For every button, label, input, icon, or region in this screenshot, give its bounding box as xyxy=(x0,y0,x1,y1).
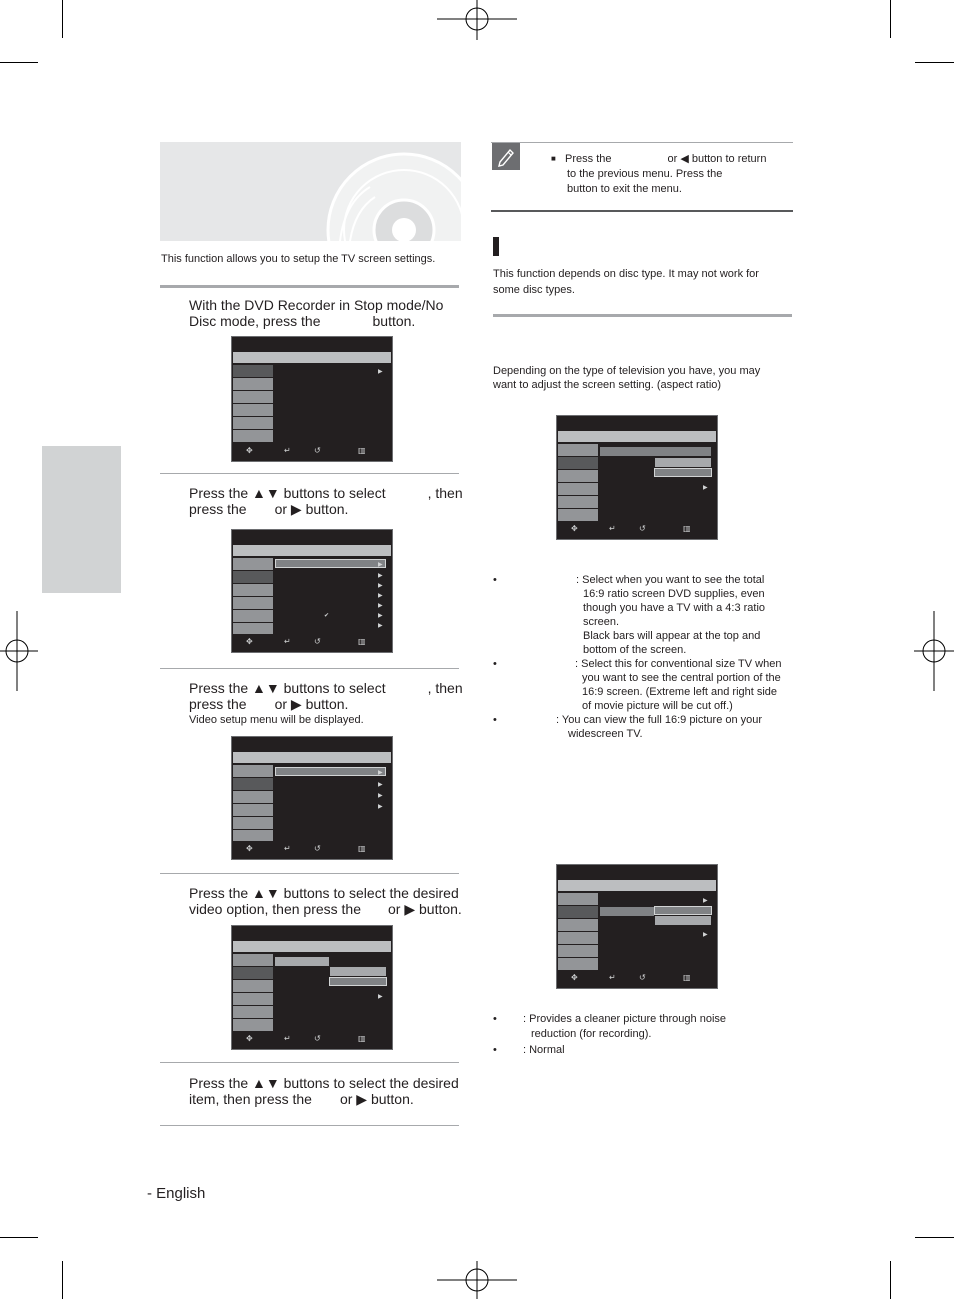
menu-row-fill xyxy=(600,907,654,916)
note-line3: button to exit the menu. xyxy=(567,183,682,195)
menu-sidebar-item xyxy=(233,967,273,979)
crop-mark xyxy=(915,1237,954,1238)
text-line: Black bars will appear at the top and xyxy=(583,630,761,642)
menu-option-fill xyxy=(655,916,711,925)
crop-mark xyxy=(0,1237,38,1238)
menu-footer: ✥ ↵ ↺ ▥ xyxy=(557,970,717,988)
menu-sidebar-item xyxy=(233,980,273,992)
menu-sidebar-item xyxy=(558,470,598,482)
text-line: : You can view the full 16:9 picture on your xyxy=(556,714,763,726)
text-line: you want to see the central portion of the xyxy=(582,672,781,684)
menu-header-bar xyxy=(233,545,391,556)
menu-screenshot-2 xyxy=(231,529,393,653)
menu-sidebar-item xyxy=(233,378,273,390)
divider xyxy=(160,1125,459,1126)
step-5-line1: Press the ▲▼ buttons to select the desired xyxy=(189,1075,459,1091)
menu-row-fill xyxy=(275,957,329,966)
divider xyxy=(160,873,459,874)
step-2-text xyxy=(189,486,464,517)
menu-sidebar-item xyxy=(233,365,273,377)
step-1-line2b: button. xyxy=(372,312,416,329)
menu-sidebar-item xyxy=(233,765,273,777)
menu-footer: ✥ ↵ ↺ ▥ xyxy=(232,841,392,859)
divider xyxy=(493,314,792,317)
step-4-line2a: video option, then press the xyxy=(189,900,362,917)
menu-sidebar-item xyxy=(558,444,598,456)
menu-sidebar-item xyxy=(558,919,598,931)
step-2-line1a: Press the ▲▼ buttons to select xyxy=(189,485,386,501)
menu-sidebar-item xyxy=(233,417,273,429)
aspect-intro-text xyxy=(493,364,793,392)
menu-screenshot-4 xyxy=(231,925,393,1050)
registration-mark-icon xyxy=(0,611,38,691)
menu-sidebar-item xyxy=(233,804,273,816)
step-5-line2a: item, then press the xyxy=(189,1090,312,1107)
step-4-line1: Press the ▲▼ buttons to select the desired xyxy=(189,885,459,901)
section-header-banner xyxy=(160,142,461,241)
text-line: screen. xyxy=(583,616,620,628)
menu-footer: ✥ ↵ ↺ ▥ xyxy=(232,443,392,461)
menu-check-icon: ✔ xyxy=(324,612,330,619)
text-line: : Normal xyxy=(523,1044,565,1056)
menu-arrow-icon: ▶ xyxy=(378,612,383,619)
menu-sidebar-item xyxy=(233,391,273,403)
menu-footer: ✥ ↵ ↺ ▥ xyxy=(232,634,392,652)
step-2-line2 xyxy=(189,502,464,518)
bullet: • xyxy=(493,574,497,586)
menu-sidebar-item xyxy=(233,817,273,829)
menu-arrow-icon: ▶ xyxy=(378,368,383,375)
menu-arrow-icon: ▶ xyxy=(703,484,708,491)
step-2-line2a: press the xyxy=(189,500,247,517)
menu-arrow-icon: ▶ xyxy=(378,572,383,579)
step-2-line1 xyxy=(189,486,464,502)
divider xyxy=(160,285,459,288)
menu-sidebar-item xyxy=(233,993,273,1005)
menu-sidebar-item xyxy=(558,906,598,918)
aspect-option-1-text xyxy=(576,573,765,657)
menu-sidebar-item xyxy=(233,791,273,803)
note-box-text xyxy=(551,152,791,197)
menu-header-bar xyxy=(233,752,391,763)
menu-sidebar-item xyxy=(558,457,598,469)
step-5-text xyxy=(189,1076,464,1107)
menu-sidebar-item xyxy=(233,1006,273,1018)
bullet: • xyxy=(493,714,497,726)
menu-highlight xyxy=(275,559,386,568)
section-marker xyxy=(493,237,499,256)
crop-mark xyxy=(915,62,954,63)
aspect-intro-line2: want to adjust the screen setting. (aspect ratio) xyxy=(493,379,722,391)
intro-text: This function allows you to setup the TV screen settings. xyxy=(161,253,436,265)
bullet: • xyxy=(493,1044,497,1056)
step-3-line2a: press the xyxy=(189,695,247,712)
bullet: • xyxy=(493,658,497,670)
menu-header-bar xyxy=(558,431,716,442)
menu-arrow-icon: ▶ xyxy=(378,792,383,799)
step-2-line1b: , then xyxy=(427,485,463,501)
menu-header-bar xyxy=(233,352,391,363)
menu-highlight xyxy=(654,468,712,477)
menu-sidebar-item xyxy=(233,430,273,442)
menu-sidebar-item xyxy=(233,571,273,583)
menu-arrow-icon: ▶ xyxy=(703,931,708,938)
text-line: widescreen TV. xyxy=(568,728,643,740)
text-line: bottom of the screen. xyxy=(583,644,687,656)
menu-sidebar-item xyxy=(233,404,273,416)
divider xyxy=(160,668,459,669)
menu-header-bar xyxy=(558,880,716,891)
menu-arrow-icon: ▶ xyxy=(378,803,383,810)
aspect-option-3-text xyxy=(556,713,762,741)
text-line: of movie picture will be cut off.) xyxy=(582,700,733,712)
disc-graphic-icon xyxy=(160,142,461,241)
text-line: though you have a TV with a 4:3 ratio xyxy=(583,602,766,614)
note-line1b: or ◀ button to return xyxy=(667,153,767,165)
disc-note-line2: some disc types. xyxy=(493,284,575,296)
menu-screenshot-aspect xyxy=(556,415,718,540)
step-3-text xyxy=(189,681,464,712)
text-line: : Provides a cleaner picture through noise xyxy=(523,1013,727,1025)
menu-header-bar xyxy=(233,941,391,952)
menu-sidebar-item xyxy=(558,932,598,944)
menu-arrow-icon: ▶ xyxy=(378,582,383,589)
menu-arrow-icon: ▶ xyxy=(378,561,383,568)
crop-mark xyxy=(890,1261,891,1299)
menu-arrow-icon: ▶ xyxy=(378,769,383,776)
pencil-icon xyxy=(492,143,520,170)
menu-sidebar-item xyxy=(558,509,598,521)
step-1-text xyxy=(189,298,464,329)
registration-mark-icon xyxy=(914,611,954,691)
menu-sidebar-item xyxy=(558,496,598,508)
menu-screenshot-nr xyxy=(556,864,718,989)
bullet: • xyxy=(493,1013,497,1025)
note-pencil-icon xyxy=(492,143,520,170)
note-bottom-rule xyxy=(491,210,793,212)
divider xyxy=(160,473,459,474)
menu-sidebar-item xyxy=(558,483,598,495)
menu-sidebar-item xyxy=(233,954,273,966)
menu-row-fill xyxy=(600,447,711,456)
step-5-line2 xyxy=(189,1092,464,1108)
menu-option-fill xyxy=(330,967,386,976)
nr-option-1-text xyxy=(523,1012,726,1042)
step-1-line2a: Disc mode, press the xyxy=(189,312,321,329)
menu-arrow-icon: ▶ xyxy=(378,622,383,629)
step-5-line2b: or ▶ button. xyxy=(339,1090,414,1107)
step-3-line2 xyxy=(189,697,464,713)
menu-arrow-icon: ▶ xyxy=(378,592,383,599)
menu-arrow-icon: ▶ xyxy=(378,781,383,788)
menu-sidebar-item xyxy=(233,558,273,570)
step-4-line2 xyxy=(189,902,464,918)
text-line: : Select this for conventional size TV when xyxy=(575,658,782,670)
menu-screenshot-1 xyxy=(231,336,393,462)
step-3-note: Video setup menu will be displayed. xyxy=(189,714,364,726)
step-3-line1a: Press the ▲▼ buttons to select xyxy=(189,680,386,696)
menu-screenshot-3 xyxy=(231,736,393,860)
sidebar-chapter-tab xyxy=(42,446,121,593)
note-line1: ■ Press the or ◀ button to return xyxy=(551,153,767,165)
note-line1a: Press the xyxy=(565,153,612,165)
menu-arrow-icon: ▶ xyxy=(378,993,383,1000)
aspect-intro-line1: Depending on the type of television you have, you may xyxy=(493,365,761,377)
menu-sidebar-item xyxy=(558,893,598,905)
registration-mark-icon xyxy=(437,0,517,40)
text-line: 16:9 screen. (Extreme left and right side xyxy=(582,686,778,698)
step-3-line1b: , then xyxy=(427,680,463,696)
nr-option-2-text xyxy=(523,1043,565,1058)
menu-option-fill xyxy=(655,458,711,467)
step-1-line1: With the DVD Recorder in Stop mode/No xyxy=(189,297,444,313)
menu-highlight xyxy=(654,906,712,915)
text-line: 16:9 ratio screen DVD supplies, even xyxy=(583,588,765,600)
menu-sidebar-item xyxy=(233,778,273,790)
step-3-line2b: or ▶ button. xyxy=(274,695,349,712)
step-1-line2 xyxy=(189,314,464,330)
note-line2: to the previous menu. Press the xyxy=(567,168,723,180)
menu-highlight xyxy=(329,977,387,986)
disc-note-text xyxy=(493,266,793,298)
text-line: : Select when you want to see the total xyxy=(576,574,765,586)
step-4-text xyxy=(189,886,464,917)
crop-mark xyxy=(62,0,63,38)
menu-footer: ✥ ↵ ↺ ▥ xyxy=(557,521,717,539)
menu-sidebar-item xyxy=(558,958,598,970)
menu-sidebar-item xyxy=(233,610,273,622)
menu-sidebar-item xyxy=(233,597,273,609)
page-footer: - English xyxy=(147,1185,206,1202)
aspect-option-2-text xyxy=(575,657,781,713)
note-top-rule xyxy=(491,142,793,143)
disc-note-line1: This function depends on disc type. It may not work for xyxy=(493,268,759,280)
menu-highlight xyxy=(275,767,386,776)
text-line: reduction (for recording). xyxy=(531,1028,652,1040)
registration-mark-icon xyxy=(437,1261,517,1299)
step-2-line2b: or ▶ button. xyxy=(274,500,349,517)
menu-footer: ✥ ↵ ↺ ▥ xyxy=(232,1031,392,1049)
crop-mark xyxy=(62,1261,63,1299)
menu-arrow-icon: ▶ xyxy=(703,897,708,904)
menu-sidebar-item xyxy=(233,1019,273,1031)
menu-arrow-icon: ▶ xyxy=(378,602,383,609)
crop-mark xyxy=(890,0,891,38)
menu-sidebar-item xyxy=(558,945,598,957)
menu-sidebar-item xyxy=(233,584,273,596)
step-3-line1 xyxy=(189,681,464,697)
divider xyxy=(160,1062,459,1063)
step-4-line2b: or ▶ button. xyxy=(388,900,462,917)
crop-mark xyxy=(0,62,38,63)
